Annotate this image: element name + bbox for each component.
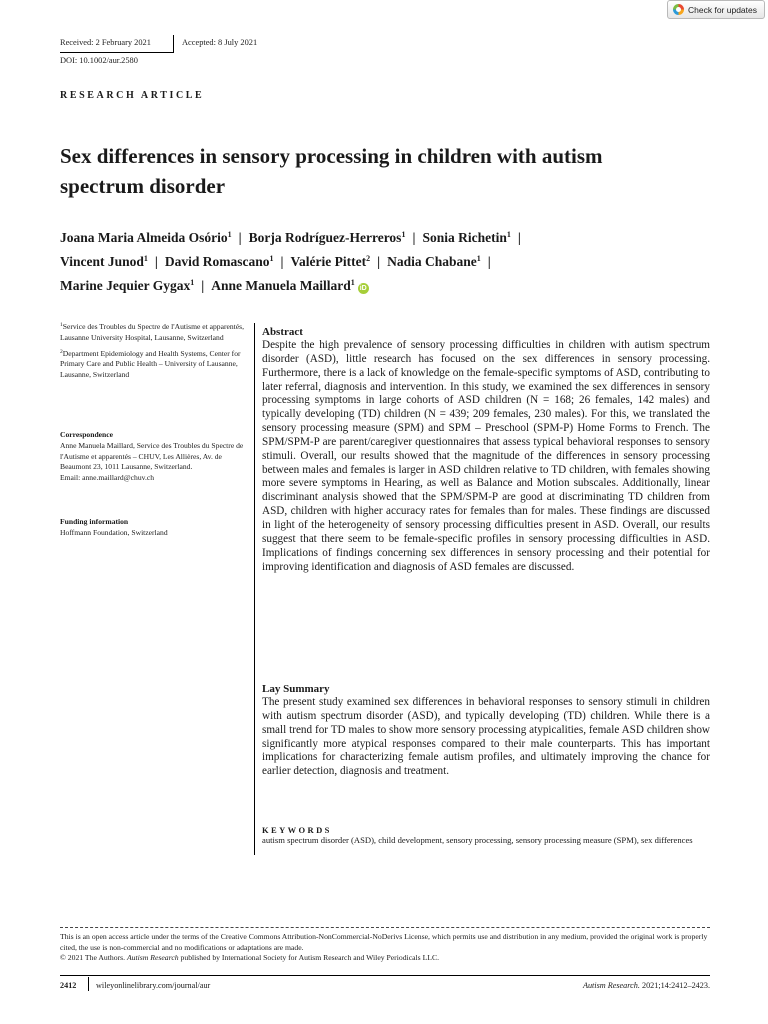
funding-information xyxy=(60,517,246,539)
footer-divider xyxy=(88,977,89,991)
received-date: Received: 2 February 2021 xyxy=(60,38,151,47)
abstract-heading: Abstract xyxy=(262,326,303,338)
doi[interactable]: DOI: 10.1002/aur.2580 xyxy=(60,56,138,65)
article-title xyxy=(60,141,700,201)
check-for-updates-button[interactable] xyxy=(667,0,765,19)
author-line-2: Vincent Junod$^1$ | David Romascano$^1$ | Valérie Pittet$^2$ | Nadia Chabane$^1$ | xyxy=(60,254,491,269)
article-type: RESEARCH ARTICLE xyxy=(60,90,205,101)
affiliation-1: $^1$Service des Troubles du Spectre de l'Autisme et apparentés, Lausanne University Hospital, Lausanne, Switzerland xyxy=(60,322,245,342)
license-text xyxy=(60,932,720,964)
author[interactable]: David Romascano$^1$ xyxy=(164,254,274,269)
author[interactable]: Joana Maria Almeida Osório$^1$ xyxy=(60,230,232,245)
accepted-date: Accepted: 8 July 2021 xyxy=(182,38,258,47)
header-divider xyxy=(173,35,174,52)
keywords-heading: KEYWORDS xyxy=(262,825,332,835)
author[interactable]: Vincent Junod$^1$ xyxy=(60,254,148,269)
check-for-updates-label: Check for updates xyxy=(688,4,757,15)
keywords-text: autism spectrum disorder (ASD), child development, sensory processing, sensory processing measure (SPM), sex differences xyxy=(262,835,693,845)
header-rule xyxy=(60,52,174,53)
lay-summary-heading: Lay Summary xyxy=(262,683,330,695)
license-divider xyxy=(60,927,710,928)
lay-summary-section xyxy=(262,682,710,779)
funding-text: Hoffmann Foundation, Switzerland xyxy=(60,527,168,537)
funding-heading: Funding information xyxy=(60,517,129,526)
abstract-section xyxy=(262,325,710,574)
crossmark-icon xyxy=(673,4,684,15)
copyright-line: © 2021 The Authors. Autism Research published by International Society for Autism Research and Wiley Periodicals LLC. xyxy=(60,953,440,963)
column-divider xyxy=(254,323,255,855)
journal-url[interactable]: wileyonlinelibrary.com/journal/aur xyxy=(96,981,211,990)
citation: Autism Research. 2021;14:2412–2423. xyxy=(582,981,710,990)
author[interactable]: Nadia Chabane$^1$ xyxy=(387,254,481,269)
license-statement: This is an open access article under the terms of the Creative Commons Attribution-NonCommercial-NoDerivs License, which permits use and distribution in any medium, provided the original work is properly cited, the use is non-commercial and no modifications or adaptations are made. xyxy=(60,932,708,952)
lay-summary-text: The present study examined sex differences in behavioral responses to sensory stimuli in children with autism spectrum disorder (ASD), and typically developing (TD) children. While there is a small trend for TD males to show more sensory processing atypicalities, female ASD children show significantly more atypical responses compared to their male counterparts. This has important implications for characterizing female autism profiles, and ultimately improving the chance for earlier detection, diagnosis and treatment. xyxy=(262,696,710,778)
correspondence-email[interactable]: Email: anne.maillard@chuv.ch xyxy=(60,473,155,483)
correspondence-heading: Correspondence xyxy=(60,430,114,439)
author[interactable]: Borja Rodríguez-Herreros$^1$ xyxy=(248,230,406,245)
correspondence-text: Anne Manuela Maillard, Service des Troubles du Spectre de l'Autisme et apparentés – CHUV, Les Allières, Av. de Beaumont 23, 1011 Lausanne, Switzerland. xyxy=(60,440,244,472)
title-line-1: Sex differences in sensory processing in children with autism xyxy=(60,144,603,168)
author[interactable]: Sonia Richetin$^1$ xyxy=(422,230,511,245)
author-line-3: Marine Jequier Gygax$^1$ | Anne Manuela Maillard$^1$iD xyxy=(60,278,367,293)
affiliations xyxy=(60,322,246,386)
author-line-1: Joana Maria Almeida Osório$^1$ | Borja Rodríguez-Herreros$^1$ | Sonia Richetin$^1$ | xyxy=(60,230,521,245)
author-list xyxy=(60,226,700,298)
affiliation-2: $^2$Department Epidemiology and Health Systems, Center for Primary Care and Public Health – University of Lausanne, Lausanne, Switzerland xyxy=(60,348,241,380)
keywords-section xyxy=(262,825,710,847)
footer-rule xyxy=(60,975,710,976)
orcid-icon[interactable]: iD xyxy=(359,285,367,292)
abstract-text: Despite the high prevalence of sensory processing difficulties in children with autism spectrum disorder (ASD), little research has focused on the sex differences in sensory processing. Furthermore, there is a lack of knowledge on the female-specific symptoms of ASD, contributing to later referral, diagnosis and intervention. In this study, we examined the sex differences in sensory processing symptoms in large cohorts of ASD children (N = 168; 26 females, 142 males) and typically developing (TD) children (N = 439; 209 females, 230 males). For this, we translated the sensory processing measure (SPM) and SPM – Preschool (SPM-P) Home Forms to French. The SPM/SPM-P are parent/caregiver questionnaires that assess typical behavioral responses to sensory stimuli. Overall, our results showed that the magnitude of the differences in sensory processing between males and females is larger in ASD children relative to TD children, with females showing more severe symptoms in Hearing, as well as Balance and Motion subscales. Additionally, linear discriminant analysis showed that the SPM/SPM-P are good at discriminating TD children from ASD, children with higher accuracy rates for females than for males. These findings are discussed in light of the heterogeneity of sensory processing difficulties present in ASD. Overall, our results suggest that there seem to be female-specific profiles in sensory processing difficulties in ASD. Implications of findings concerning sex differences in sensory processing and their potential for improving identification and diagnosis of ASD females are discussed. xyxy=(262,339,710,573)
author[interactable]: Marine Jequier Gygax$^1$ xyxy=(60,278,195,293)
author[interactable]: Anne Manuela Maillard$^1$ xyxy=(211,278,355,293)
title-line-2: spectrum disorder xyxy=(60,174,226,198)
correspondence xyxy=(60,430,246,484)
author[interactable]: Valérie Pittet$^2$ xyxy=(290,254,371,269)
page-number: 2412 xyxy=(60,981,77,990)
